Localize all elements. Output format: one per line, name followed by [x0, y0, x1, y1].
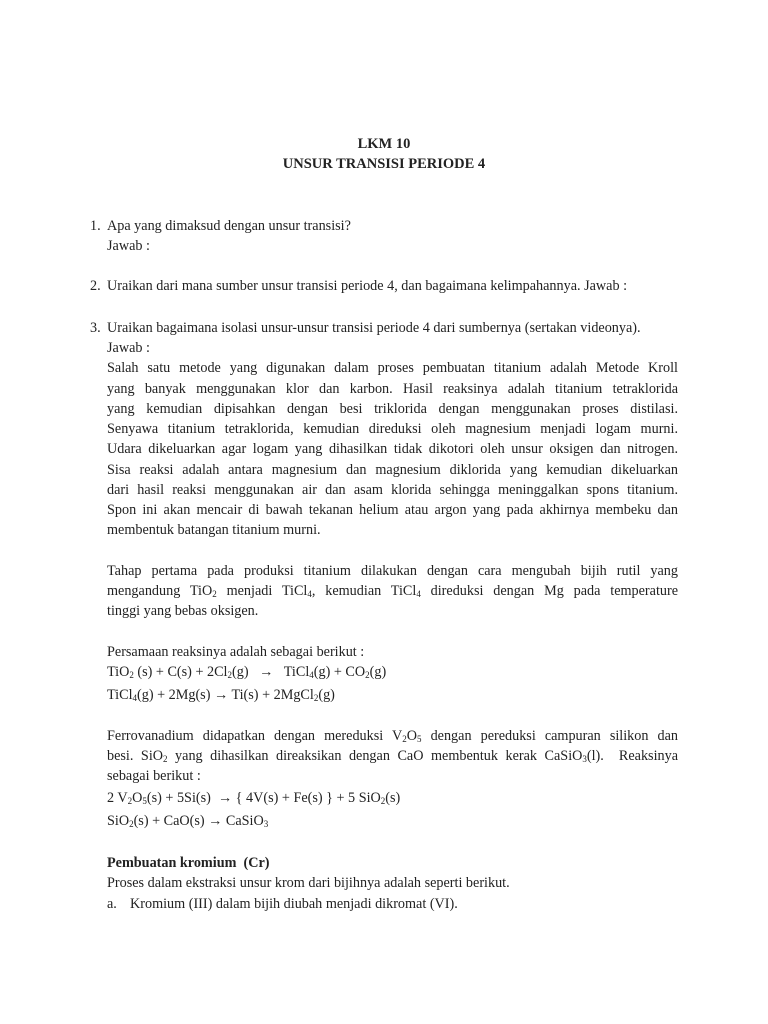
- list-item-label: a.: [107, 896, 117, 912]
- answer-label-3: Jawab :: [107, 340, 150, 356]
- equations-intro: Persamaan reaksinya adalah sebagai berikut :: [107, 644, 365, 660]
- paragraph-line: yang kemudian dipisahkan dengan besi triklorida dengan menggunakan proses distilasi.: [107, 401, 678, 417]
- question-3-text: Uraikan bagaimana isolasi unsur-unsur transisi periode 4 dari sumbernya (sertakan videonya).: [107, 320, 641, 336]
- paragraph-line: yang banyak menggunakan klor dan karbon. Hasil reaksinya adalah titanium tetraklorida: [107, 381, 678, 397]
- equation-1: TiO$_2$ $(s) + C(s) + 2Cl_2(g)$ → TiCl$_4$(g) + $CO_2(g)$: [107, 664, 387, 680]
- paragraph-line: Spon ini akan mencair di bawah tekanan helium atau argon yang pada akhirnya membeku dan: [107, 502, 678, 518]
- question-number: 2.: [90, 278, 101, 294]
- question-2-text: Uraikan dari mana sumber unsur transisi periode 4, dan bagaimana kelimpahannya. Jawab :: [107, 278, 628, 294]
- paragraph-line: besi. SiO$_2$ yang dihasilkan direaksikan dengan CaO membentuk kerak CaSiO$_3$(l). Reaksinya: [107, 748, 678, 764]
- question-number: 3.: [90, 320, 101, 336]
- question-number: 1.: [90, 218, 101, 234]
- paragraph-line: tinggi yang bebas oksigen.: [107, 603, 259, 619]
- document-title: LKM 10: [357, 136, 411, 152]
- list-item-text: Kromium (III) dalam bijih diubah menjadi dikromat (VI).: [130, 896, 458, 912]
- paragraph-line: Salah satu metode yang digunakan dalam proses pembuatan titanium adalah Metode Kroll: [107, 360, 678, 376]
- paragraph-line: Ferrovanadium didapatkan dengan mereduksi $V_2O_5$ dengan pereduksi campuran silikon dan: [107, 728, 679, 744]
- answer-label-1: Jawab :: [107, 238, 150, 254]
- paragraph-line: membentuk batangan titanium murni.: [107, 522, 321, 538]
- equation-3: 2 $V_2O_5(s) + 5Si(s)$ → { 4V(s) + Fe(s) } + 5 SiO$_2$(s): [107, 790, 401, 806]
- document-subtitle: UNSUR TRANSISI PERIODE 4: [282, 156, 486, 172]
- paragraph-line: Sisa reaksi adalah antara magnesium dan magnesium diklorida yang kemudian dikeluarkan: [107, 462, 678, 478]
- paragraph-line: dari hasil reaksi menggunakan air dan asam klorida sehingga meninggalkan spons titanium.: [107, 482, 678, 498]
- section-intro: Proses dalam ekstraksi unsur krom dari bijihnya adalah seperti berikut.: [107, 875, 510, 891]
- question-1-text: Apa yang dimaksud dengan unsur transisi?: [107, 218, 351, 234]
- paragraph-line: sebagai berikut :: [107, 768, 201, 784]
- section-heading-cr: Pembuatan kromium (Cr): [107, 855, 270, 871]
- paragraph-line: Udara dikeluarkan agar logam yang dihasilkan tidak dikotori oleh unsur oksigen dan nitrogen.: [107, 441, 678, 457]
- paragraph-line: Tahap pertama pada produksi titanium dilakukan dengan cara mengubah bijih rutil yang: [107, 563, 678, 579]
- equation-2: TiCl$_4$(g) + 2Mg(s) → Ti(s) + 2MgCl$_2$(g): [107, 687, 335, 703]
- equation-4: SiO$_2$(s) + CaO(s) → CaSiO$_3$: [107, 813, 269, 829]
- paragraph-line: mengandung TiO$_2$ menjadi TiCl$_4$, kemudian TiCl$_4$ direduksi dengan Mg pada temperature: [107, 583, 678, 599]
- paragraph-line: Senyawa titanium tetraklorida, kemudian direduksi oleh magnesium menjadi logam murni.: [107, 421, 678, 437]
